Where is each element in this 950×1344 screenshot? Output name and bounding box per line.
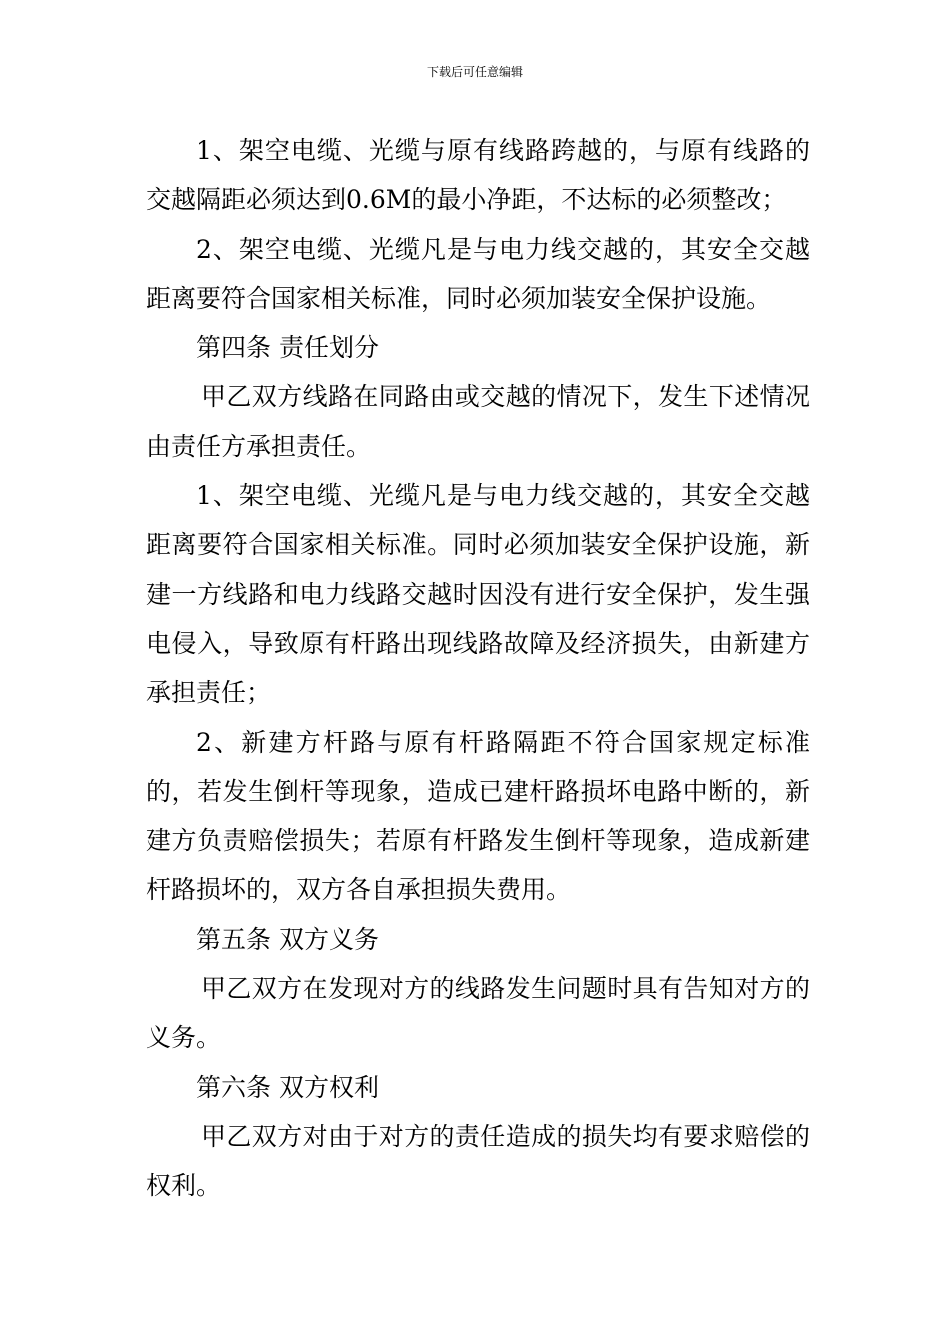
section-heading-article-4: 第四条 责任划分 bbox=[196, 333, 379, 363]
paragraph-responsibility-item-1: 1、架空电缆、光缆凡是与电力线交越的，其安全交越距离要符合国家相关标准。同时必须加装安全保护设施，新建一方线路和电力线路交越时因没有进行安全保护，发生强电侵入，导致原有杆路出现线路故障及经济损失，由新建方承担责任； bbox=[146, 481, 810, 708]
paragraph-obligations: 甲乙双方在发现对方的线路发生问题时具有告知对方的义务。 bbox=[146, 974, 810, 1053]
paragraph-clause-crossing-distance: 1、架空电缆、光缆与原有线路跨越的，与原有线路的交越隔距必须达到0.6M的最小净距，不达标的必须整改； bbox=[146, 136, 810, 215]
section-heading-article-5: 第五条 双方义务 bbox=[196, 924, 379, 954]
page-header-note: 下载后可任意编辑 bbox=[426, 65, 523, 79]
paragraph-clause-power-line-crossing: 2、架空电缆、光缆凡是与电力线交越的，其安全交越距离要符合国家相关标准，同时必须加装安全保护设施。 bbox=[146, 234, 810, 313]
paragraph-responsibility-item-2: 2、新建方杆路与原有杆路隔距不符合国家规定标准的，若发生倒杆等现象，造成已建杆路损坏电路中断的，新建方负责赔偿损失；若原有杆路发生倒杆等现象，造成新建杆路损坏的，双方各自承担损失费用。 bbox=[146, 727, 810, 905]
section-heading-article-6: 第六条 双方权利 bbox=[196, 1072, 379, 1102]
paragraph-responsibility-intro: 甲乙双方线路在同路由或交越的情况下，发生下述情况由责任方承担责任。 bbox=[146, 382, 810, 461]
document-body bbox=[146, 126, 810, 1211]
paragraph-rights: 甲乙双方对由于对方的责任造成的损失均有要求赔偿的权利。 bbox=[146, 1121, 810, 1201]
